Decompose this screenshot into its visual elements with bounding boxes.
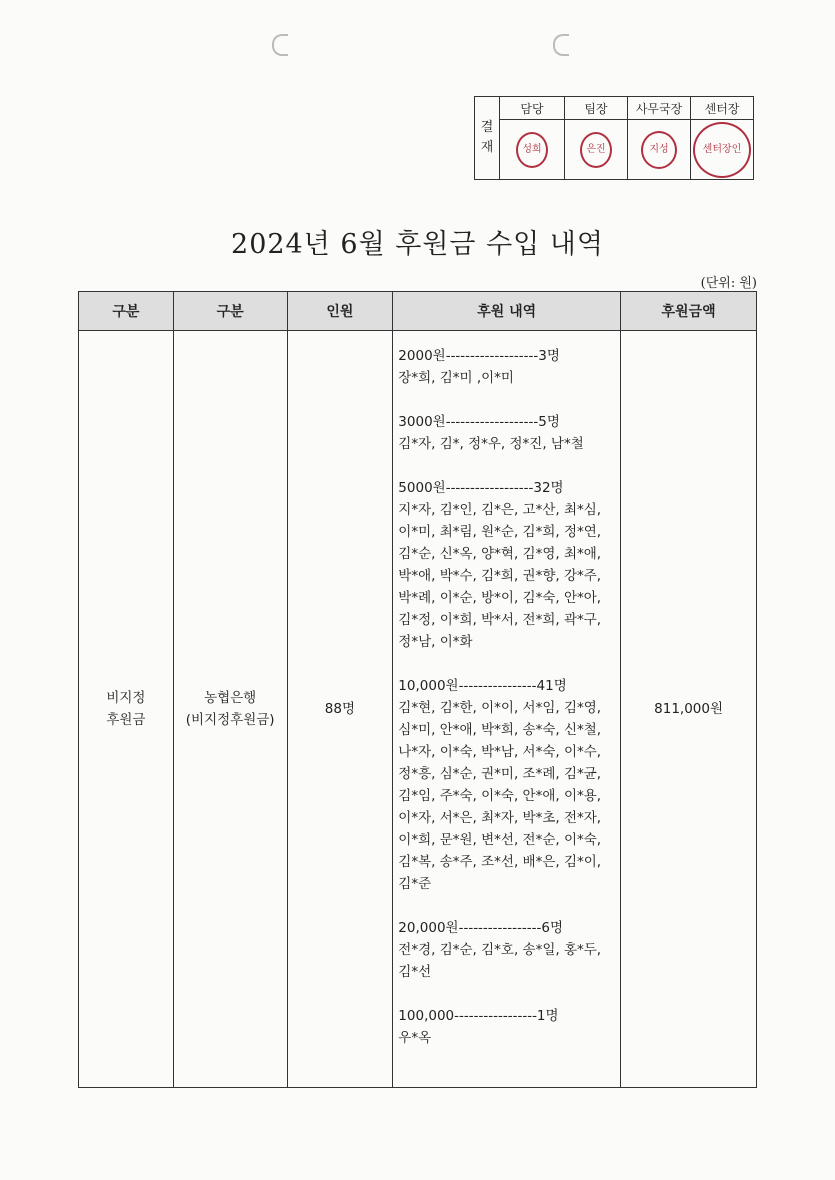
donation-group bbox=[398, 917, 614, 983]
group-heading: 100,000-----------------1명 bbox=[398, 1008, 559, 1024]
approval-box bbox=[474, 96, 754, 180]
group-heading: 3000원-------------------5명 bbox=[398, 414, 560, 430]
unit-note: (단위: 원) bbox=[700, 276, 757, 291]
punch-hole-right bbox=[553, 34, 569, 56]
donation-group bbox=[398, 411, 614, 455]
signature-stamp-3: 지성 bbox=[641, 131, 677, 169]
group-heading: 10,000원----------------41명 bbox=[398, 678, 567, 694]
donation-group bbox=[398, 345, 614, 389]
donation-table bbox=[78, 291, 757, 1088]
header-count: 인원 bbox=[287, 292, 393, 331]
donation-group bbox=[398, 675, 614, 895]
table-header-row bbox=[79, 292, 757, 331]
approval-header-team-lead: 팀장 bbox=[565, 97, 628, 120]
punch-hole-left bbox=[272, 34, 288, 56]
group-names: 김*현, 김*한, 이*이, 서*임, 김*영, 심*미, 안*애, 박*희, 송*숙, 신*철, 나*자, 이*숙, 박*남, 서*숙, 이*수, 정*흥, 심*순, 권*미, 조*례, 김*균, 김*임, 주*숙, 이*숙, 안*애, 이*용, 이*자, 서*은, 최*자, 박*초, 전*자, 이*희, 문*원, 변*선, 전*순, 이*숙, 김*복, 송*주, 조*선, 배*은, 김*이, 김*준 bbox=[398, 700, 602, 892]
cell-amount: 811,000원 bbox=[621, 331, 757, 1088]
group-heading: 20,000원-----------------6명 bbox=[398, 920, 564, 936]
header-amount: 후원금액 bbox=[621, 292, 757, 331]
approval-header-staff: 담당 bbox=[500, 97, 565, 120]
approval-stamp-cell-4 bbox=[691, 120, 754, 180]
group-names: 김*자, 김*, 정*우, 정*진, 남*철 bbox=[398, 436, 584, 452]
approval-stamp-cell-3 bbox=[628, 120, 691, 180]
approval-stamp-cell-1 bbox=[500, 120, 565, 180]
header-category-1: 구분 bbox=[79, 292, 174, 331]
group-heading: 5000원------------------32명 bbox=[398, 480, 564, 496]
cell-category-2: 농협은행 (비지정후원금) bbox=[173, 331, 287, 1088]
table-row bbox=[79, 331, 757, 1088]
group-names: 전*경, 김*순, 김*호, 송*일, 홍*두, 김*선 bbox=[398, 942, 602, 980]
header-donation-details: 후원 내역 bbox=[393, 292, 621, 331]
group-heading: 2000원-------------------3명 bbox=[398, 348, 560, 364]
header-category-2: 구분 bbox=[173, 292, 287, 331]
signature-stamp-2: 은진 bbox=[580, 132, 612, 168]
group-names: 지*자, 김*인, 김*은, 고*산, 최*심, 이*미, 최*림, 원*순, 김*희, 정*연, 김*순, 신*옥, 양*혁, 김*영, 최*애, 박*애, 박*수, 김*희, 권*향, 강*주, 박*례, 이*순, 방*이, 김*숙, 안*아, 김*정, 이*희, 박*서, 전*희, 곽*구, 정*남, 이*화 bbox=[398, 502, 602, 650]
approval-stamp-cell-2 bbox=[565, 120, 628, 180]
approval-header-secretary-general: 사무국장 bbox=[628, 97, 691, 120]
group-names: 장*희, 김*미 ,이*미 bbox=[398, 370, 514, 386]
page-title: 2024년 6월 후원금 수입 내역 bbox=[231, 229, 604, 260]
group-names: 우*옥 bbox=[398, 1030, 432, 1046]
director-seal-stamp: 센터장인 bbox=[693, 122, 751, 178]
cell-count: 88명 bbox=[287, 331, 393, 1088]
signature-stamp-1: 성희 bbox=[516, 132, 548, 168]
approval-side-label: 결 재 bbox=[475, 97, 500, 180]
donation-group bbox=[398, 477, 614, 653]
approval-header-director: 센터장 bbox=[691, 97, 754, 120]
donation-group bbox=[398, 1005, 614, 1049]
cell-category-1: 비지정 후원금 bbox=[79, 331, 174, 1088]
cell-donation-details bbox=[393, 331, 621, 1088]
